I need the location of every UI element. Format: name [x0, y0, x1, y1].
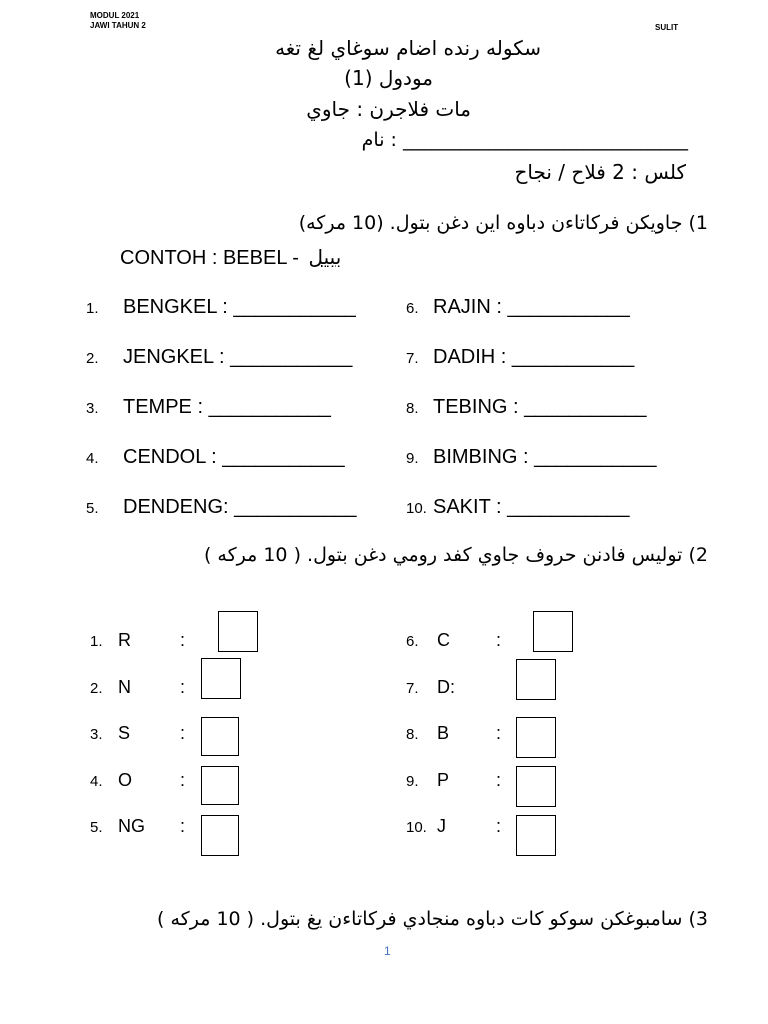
answer-box-8[interactable]: [516, 717, 556, 758]
answer-box-6[interactable]: [533, 611, 573, 652]
subject-title: مات فلاجرن : جاوي: [306, 97, 471, 121]
colon-separator: :: [496, 770, 502, 790]
letter-item: N: [118, 677, 131, 697]
word-item: TEMPE : ___________: [123, 396, 331, 418]
item-number: 4.: [86, 450, 99, 467]
example-answer: ببيل: [308, 245, 342, 269]
colon-separator: :: [496, 630, 502, 650]
word-item: SAKIT : ___________: [433, 496, 630, 518]
section1-instruction: 1) جاويکن فرکاتاءن دباوه اين دغن بتول. (10 مرکه): [298, 212, 708, 234]
colon-separator: :: [180, 630, 186, 650]
item-number: 10.: [406, 819, 427, 836]
word-item: RAJIN : ___________: [433, 296, 630, 318]
answer-box-2[interactable]: [201, 658, 241, 699]
item-number: 9.: [406, 773, 419, 790]
item-number: 6.: [406, 300, 419, 317]
item-number: 4.: [90, 773, 103, 790]
word-item: CENDOL : ___________: [123, 446, 345, 468]
item-number: 2.: [86, 350, 99, 367]
word-item: TEBING : ___________: [433, 396, 647, 418]
module-label: MODUL 2021: [90, 11, 140, 20]
item-number: 7.: [406, 680, 419, 697]
colon-separator: :: [180, 816, 186, 836]
word-item: JENGKEL : ___________: [123, 346, 353, 368]
page-number: 1: [384, 944, 391, 958]
item-number: 1.: [86, 300, 99, 317]
answer-box-4[interactable]: [201, 766, 239, 805]
colon-separator: :: [180, 723, 186, 743]
letter-item: C: [437, 630, 450, 650]
letter-item: D:: [437, 677, 455, 697]
item-number: 8.: [406, 726, 419, 743]
colon-separator: :: [496, 723, 502, 743]
school-name: سکوله رنده اضام سوغاي لغ تغه: [275, 36, 541, 60]
answer-box-1[interactable]: [218, 611, 258, 652]
item-number: 5.: [90, 819, 103, 836]
item-number: 1.: [90, 633, 103, 650]
section2-instruction: 2) توليس فادنن حروف جاوي کفد رومي دغن بتول. ( 10 مرکه ): [203, 544, 708, 566]
word-item: BENGKEL : ___________: [123, 296, 356, 318]
letter-item: J: [437, 816, 446, 836]
example-prefix: CONTOH : BEBEL -: [120, 247, 299, 269]
item-number: 8.: [406, 400, 419, 417]
section3-instruction: 3) سامبوغکن سوکو کات دباوه منجادي فرکاتاءن يغ بتول. ( 10 مرکه ): [157, 908, 708, 930]
item-number: 3.: [90, 726, 103, 743]
answer-box-10[interactable]: [516, 815, 556, 856]
item-number: 5.: [86, 500, 99, 517]
module-title: مودول (1): [344, 66, 433, 90]
item-number: 10.: [406, 500, 427, 517]
letter-item: S: [118, 723, 131, 743]
name-field: ______________________________ : نام: [361, 129, 688, 151]
colon-separator: :: [180, 770, 186, 790]
letter-item: P: [437, 770, 450, 790]
colon-separator: :: [180, 677, 186, 697]
word-item: DADIH : ___________: [433, 346, 635, 368]
item-number: 6.: [406, 633, 419, 650]
answer-box-3[interactable]: [201, 717, 239, 756]
class-label: JAWI TAHUN 2: [90, 21, 146, 30]
class-line: کلس : 2 فلاح / نجاح: [514, 160, 686, 184]
item-number: 9.: [406, 450, 419, 467]
word-item: DENDENG: ___________: [123, 496, 357, 518]
item-number: 3.: [86, 400, 99, 417]
letter-item: B: [437, 723, 450, 743]
colon-separator: :: [496, 816, 502, 836]
item-number: 7.: [406, 350, 419, 367]
word-item: BIMBING : ___________: [433, 446, 657, 468]
answer-box-7[interactable]: [516, 659, 556, 700]
letter-item: R: [118, 630, 131, 650]
letter-item: NG: [118, 816, 145, 836]
classification-label: SULIT: [655, 23, 679, 32]
section1-example: [120, 245, 349, 270]
answer-box-5[interactable]: [201, 815, 239, 856]
letter-item: O: [118, 770, 133, 790]
answer-box-9[interactable]: [516, 766, 556, 807]
item-number: 2.: [90, 680, 103, 697]
